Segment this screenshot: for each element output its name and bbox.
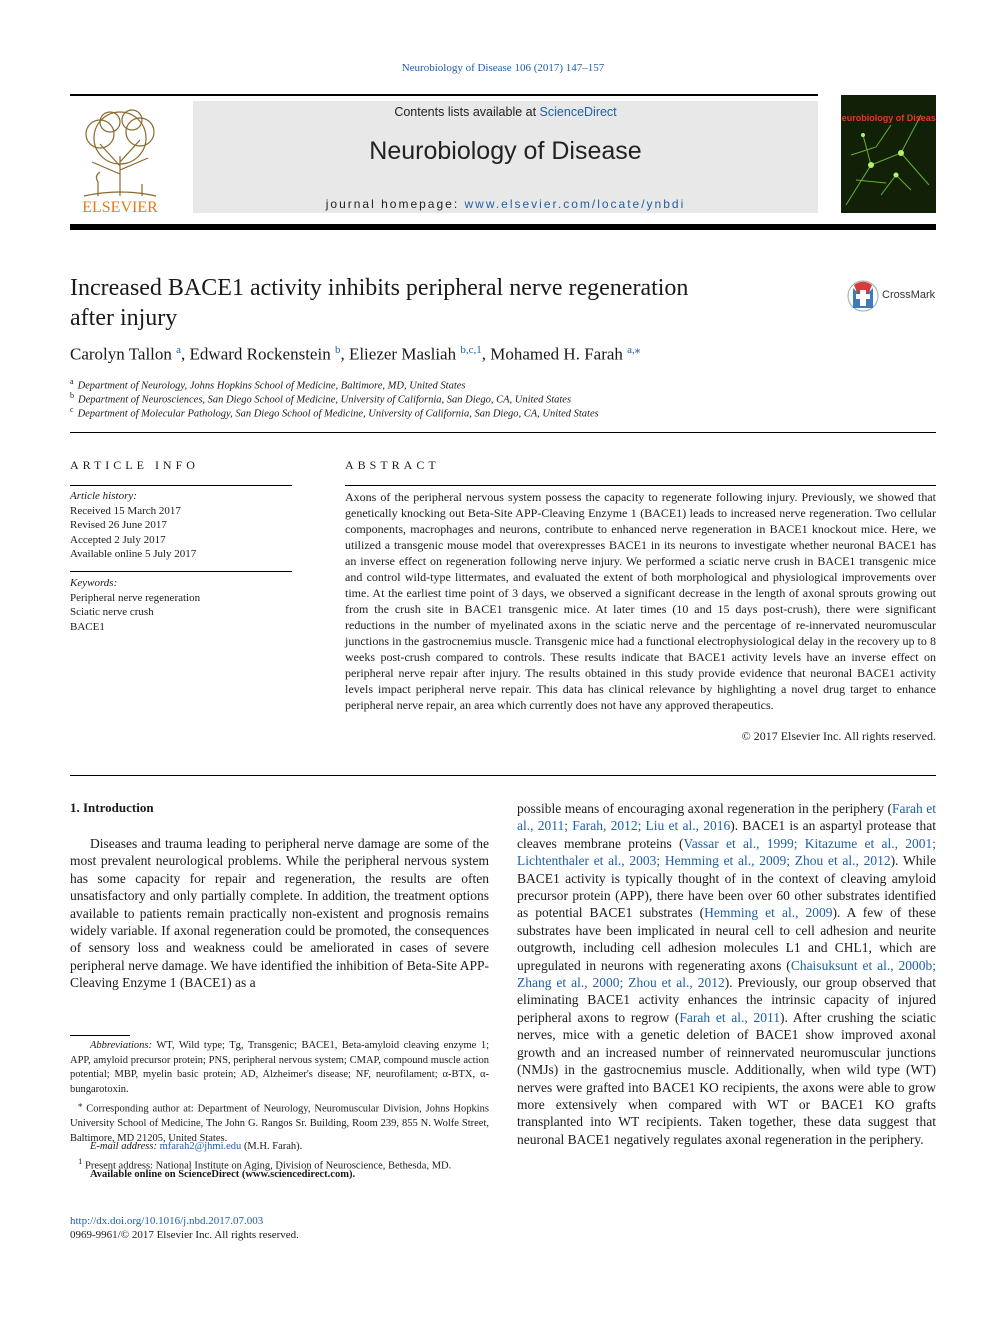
sciencedirect-link[interactable]: ScienceDirect (539, 105, 617, 119)
keywords: Keywords: Peripheral nerve regeneration Sciatic nerve crush BACE1 (70, 576, 292, 634)
citation-link[interactable]: Chaisuksunt et al., 2000b; Zhang et al., 2000; Zhou et al., 2012 (517, 957, 936, 991)
divider (345, 485, 936, 486)
journal-homepage: journal homepage: www.elsevier.com/locate/ynbdi (325, 197, 686, 211)
header-thick-rule (70, 224, 936, 230)
citation-link[interactable]: Vassar et al., 1999; Kitazume et al., 2001; Lichtenthaler et al., 2003; Hemming et al., 2009; Zhou et al., 2012 (517, 835, 936, 869)
divider (70, 775, 936, 776)
journal-citation[interactable]: Neurobiology of Disease 106 (2017) 147–157 (401, 62, 605, 74)
affiliation: $^a$ Department of Neurology, Johns Hopkins School of Medicine, Baltimore, MD, United States (70, 377, 466, 392)
author-affil-mark[interactable]: b,c,1 (460, 344, 482, 356)
affiliation: $^b$ Department of Neurosciences, San Diego School of Medicine, University of California, San Diego, CA, United States (70, 391, 572, 406)
crossmark-icon (846, 280, 880, 312)
author-name: Edward Rockenstein (189, 344, 331, 364)
intro-paragraph-right: possible means of encouraging axonal regeneration in the periphery (Farah et al., 2011; Farah, 2012; Liu et al., 2016). BACE1 is an aspartyl protease that cleaves membrane proteins (Vassar et al., 1999; Kitazume et al., 2001; Lichtenthaler et al., 2003; Hemming et al., 2009; Zhou et al., 2012). While BACE1 activity is typically thought of in the context of cleaving amyloid precursor protein (APP), there have been over 60 other substrates identified as potential BACE1 substrates (Hemming et al., 2009). A few of these substrates have been implicated in neural cell to cell adhesion and neurite outgrowth, including cell adhesion molecules L1 and CHL1, which are upregulated in neurons with regenerating axons (Chaisuksunt et al., 2000b; Zhang et al., 2000; Zhou et al., 2012). Previously, our group observed that eliminating BACE1 activity enhances the intrinsic capacity of injured peripheral axons to regrow (Farah et al., 2011). After crushing the sciatic nerves, mice with a genetic deletion of BACE1 show improved axonal growth and an increased number of reinnervated neuromuscular junctions (NMJs) in the gastrocnemius muscle. Additionally, when wild type (WT) nerves were grafted into BACE1 KO recipients, the axons were able to grow more extensively when compared with WT or BACE1 KO grafts transplanted into WT recipients. Taken together, these data suggest that neuronal BACE1 negatively regulates axonal regeneration in the periphery. (517, 801, 937, 1147)
author-list: Carolyn Tallon $^a$, Edward Rockenstein $^b$, Eliezer Masliah $^{b,c,1}$, Mohamed H. Farah $^{a,⁎}$ (70, 344, 641, 364)
elsevier-tree-logo (70, 104, 170, 216)
article-history: Article history: Received 15 March 2017 Revised 26 June 2017 Accepted 2 July 2017 Available online 5 July 2017 (70, 490, 197, 560)
affiliation: $^c$ Department of Molecular Pathology, San Diego School of Medicine, University of California, San Diego, CA, United States (70, 405, 599, 420)
author-affil-mark[interactable]: a (176, 344, 182, 356)
article-title: Increased BACE1 activity inhibits peripheral nerve regeneration after injury (70, 275, 689, 331)
author-name: Carolyn Tallon (70, 344, 172, 364)
svg-text:Neurobiology of Disease (841, 113, 936, 123)
present-address-footnote: $^1$ Present address: National Institute on Aging, Division of Neuroscience, Bethesda, MD. (78, 1156, 452, 1172)
email-footnote: E-mail address: mfarah2@jhmi.edu (M.H. Farah). (90, 1141, 303, 1152)
abbreviations-footnote: Abbreviations: WT, Wild type; Tg, Transgenic; BACE1, Beta-amyloid cleaving enzyme 1; APP, amyloid precursor protein; PNS, peripheral nervous system; CMAP, compound muscle action potential; MBP, myelin basic protein; AD, Alzheimer's disease; NF, neurofilament; α-BTX, α-bungarotoxin. (70, 1040, 489, 1095)
author-affil-mark[interactable]: b (334, 344, 341, 356)
abstract-heading: ABSTRACT (345, 458, 440, 472)
divider (70, 571, 292, 572)
divider (70, 432, 936, 433)
author-affil-mark[interactable]: a,⁎ (627, 344, 641, 356)
intro-paragraph-left: Diseases and trauma leading to peripheral nerve damage are some of the most prevalent neurological problems. While the peripheral nervous system has some capacity for repair and regeneration, the results are often unsatisfactory and only partially complete. In addition, the treatment options available to patients remain practically non-existent and prognosis remains widely variable. If axonal regeneration could be promoted, the consequences of sensory loss and weakness could be ameliorated in cases of severe peripheral nerve damage. We have identified the inhibition of Beta-Site APP-Cleaving Enzyme 1 (BACE1) as a (70, 836, 489, 991)
homepage-link[interactable]: www.elsevier.com/locate/ynbdi (464, 197, 686, 211)
crossmark-badge[interactable] (846, 280, 941, 312)
header-rule (70, 94, 818, 96)
abstract-copyright: © 2017 Elsevier Inc. All rights reserved. (741, 729, 936, 743)
crossmark-label: CrossMark (882, 289, 936, 301)
keyword: BACE1 (70, 620, 105, 633)
journal-name: Neurobiology of Disease (369, 137, 642, 165)
publisher-wordmark: ELSEVIER (82, 199, 158, 216)
available-online-note: Available online on ScienceDirect (www.sciencedirect.com). (90, 1169, 356, 1180)
author-name: Mohamed H. Farah (490, 344, 623, 364)
contents-line: Contents lists available at ScienceDirect (394, 105, 617, 119)
article-info-heading: ARTICLE INFO (70, 458, 199, 472)
citation-link[interactable]: Farah et al., 2011 (679, 1009, 781, 1025)
cover-title: Neurobiology of Disease (841, 113, 936, 123)
issn-copyright: 0969-9961/© 2017 Elsevier Inc. All rights reserved. (70, 1229, 299, 1241)
cover-art (841, 95, 936, 213)
corresponding-author-footnote: ⁎ Corresponding author at: Department of Neurology, Neuromuscular Division, Johns Hopkins University School of Medicine, The John G. Rangos Sr. Building, Room 239, 855 N. Wolfe Street, Baltimore, MD 21205, United States. (70, 1099, 490, 1144)
footnote-rule (70, 1035, 130, 1036)
citation-link[interactable]: Hemming et al., 2009 (704, 905, 833, 921)
keyword: Peripheral nerve regeneration (70, 591, 201, 604)
doi-link[interactable]: http://dx.doi.org/10.1016/j.nbd.2017.07.003 (70, 1215, 264, 1227)
email-link[interactable]: mfarah2@jhmi.edu (159, 1141, 242, 1152)
divider (70, 485, 292, 486)
citation-link[interactable]: Farah et al., 2011; Farah, 2012; Liu et al., 2016 (517, 801, 936, 834)
abstract-text: Axons of the peripheral nervous system possess the capacity to regenerate following injury. Previously, we showed that genetically knocking out Beta-Site APP-Cleaving Enzyme 1 (BACE1) leads to increased nerve regeneration. Two cellular components, macrophages and neurons, contribute to enhanced nerve regeneration in BACE1 knockout mice. Here, we utilized a transgenic mouse model that overexpresses BACE1 in its neurons to investigate whether neuronal BACE1 has an inverse effect on regeneration following nerve injury. We performed a sciatic nerve crush in BACE1 transgenic mice and control wild-type littermates, and evaluated the extent of both morphological and physiological improvements over time. At the earliest time point of 3 days, we observed a significant decrease in the length of axonal sprouts growing out from the crush site in BACE1 transgenic mice. At later times (10 and 15 days post-crush), there were significant reductions in the number of myelinated axons in the sciatic nerve and the percentage of re-innervated neuromuscular junctions in the gastrocnemius muscle. Transgenic mice had a functional electrophysiological delay in the recovery up to 8 weeks post-crush compared to controls. These results indicate that BACE1 activity levels have an inverse effect on peripheral nerve repair after injury. The results obtained in this study provide evidence that neuronal BACE1 activity levels impact peripheral nerve repair. This data has clinical relevance by highlighting a novel drug target to enhance peripheral nerve repair, an area which currently does not have any approved therapeutics. (345, 490, 936, 712)
section-heading: 1. Introduction (70, 800, 154, 815)
author-name: Eliezer Masliah (348, 344, 457, 364)
keyword: Sciatic nerve crush (70, 606, 154, 618)
journal-cover-image (841, 95, 936, 213)
